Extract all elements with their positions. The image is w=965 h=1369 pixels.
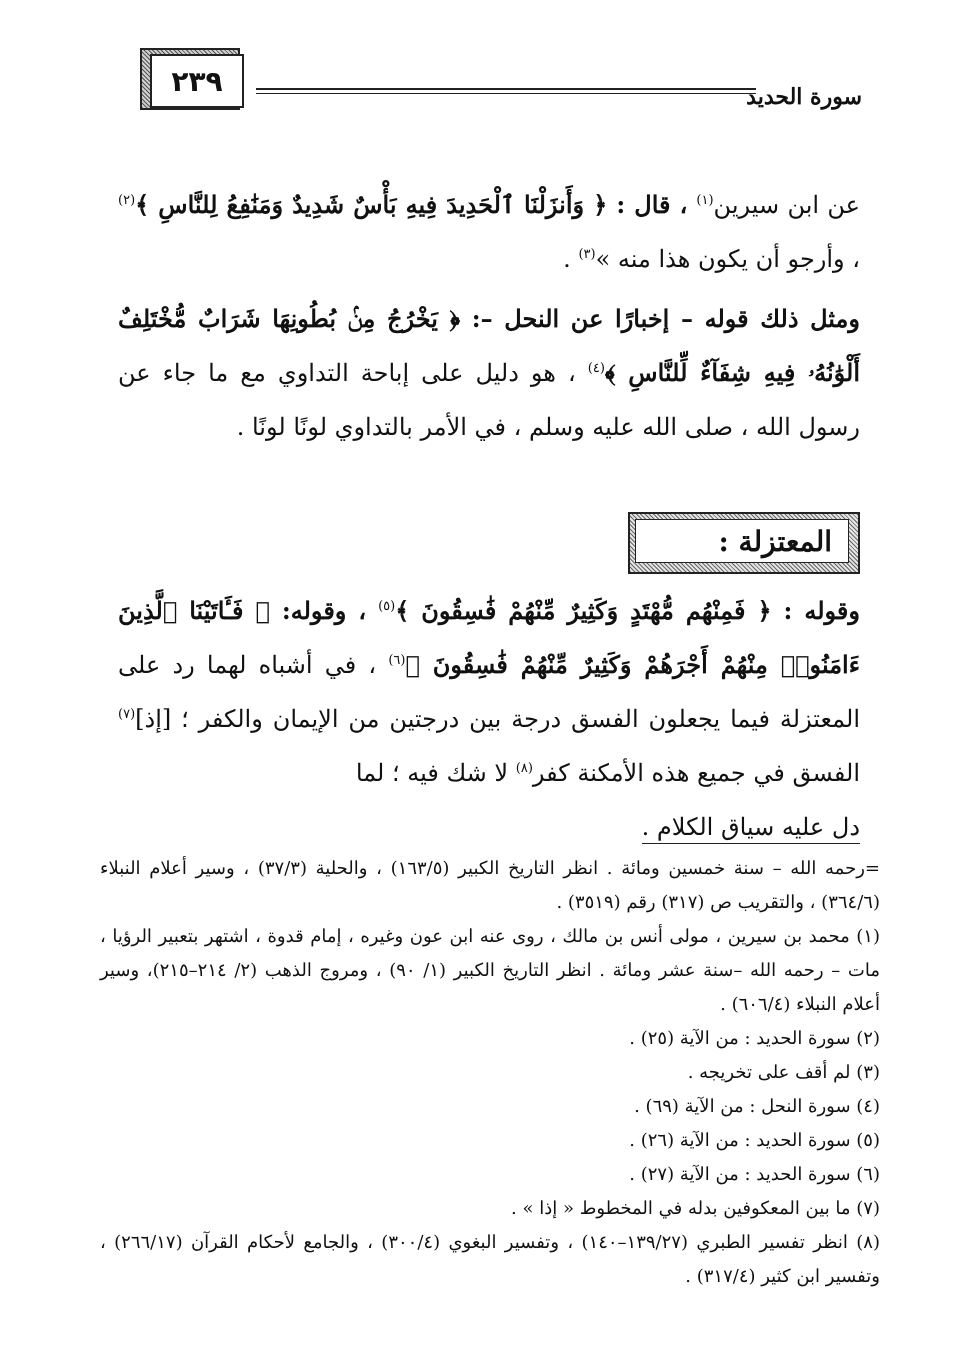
- footnote-ref-1: (١): [696, 193, 714, 208]
- footnote-ref-8: (٨): [515, 761, 533, 776]
- footnote-ref-4: (٤): [587, 361, 605, 376]
- footnote-ref-6: (٦): [388, 653, 406, 668]
- quran-verse-nahl-69: ومثل ذلك قوله – إخبارًا عن النحل –: ﴿ يَخْرُجُ مِنۢ بُطُونِهَا شَرَابٌ مُّخْتَلِفٌ أَلْوَٰنُهُۥ فِيهِ شِفَآءٌ لِّلنَّاسِ ﴾: [118, 304, 860, 387]
- page-number: ٢٣٩: [150, 54, 244, 108]
- footnote-1: (١) محمد بن سيرين ، مولى أنس بن مالك ، روى عنه ابن عون وغيره ، إمام قدوة ، اشتهر بتعبير الرؤيا ، مات – رحمه الله –سنة عشر ومائة . انظر التاريخ الكبير (١/ ٩٠) ، ومروج الذهب (٢/ ٢١٤–٢١٥)، وسير أعلام النبلاء (٦٠٦/٤) .: [100, 926, 881, 1015]
- quran-verse-hadid-26: وقوله : ﴿ فَمِنْهُم مُّهْتَدٍ وَكَثِيرٌ مِّنْهُمْ فَٰسِقُونَ ﴾: [395, 596, 860, 625]
- quran-verse-hadid-27: ، وقوله: ﴿ فَـَٔاتَيْنَا ٱلَّذِينَ ءَامَنُوا۟ مِنْهُمْ أَجْرَهُمْ وَكَثِيرٌ مِّنْهُمْ فَٰسِقُونَ ﴾: [118, 596, 860, 679]
- paragraph-ibn-sirin: [118, 178, 860, 286]
- footnote-ref-2: (٢): [118, 193, 136, 208]
- footnote-2: (٢) سورة الحديد : من الآية (٢٥) .: [629, 1028, 880, 1049]
- text-segment: ، هو دليل على إباحة التداوي مع ما جاء عن رسول الله ، صلى الله عليه وسلم ، في الأمر بالتداوي لونًا لونًا .: [118, 359, 860, 441]
- footnote-ref-3: (٣): [578, 247, 596, 262]
- header-rule-thin: [256, 93, 756, 94]
- footnote-3: (٣) لم أقف على تخريجه .: [687, 1062, 880, 1083]
- paragraph-last-line: دل عليه سياق الكلام .: [642, 813, 860, 844]
- page-number-box: [140, 48, 244, 108]
- footnotes: [100, 852, 880, 1294]
- text-segment: الفسق في جميع هذه الأمكنة كفر: [532, 759, 860, 787]
- quran-verse-hadid-25: ، قال : ﴿ وَأَنزَلْنَا ٱلْحَدِيدَ فِيهِ بَأْسٌ شَدِيدٌ وَمَنَٰفِعُ لِلنَّاسِ ﴾: [135, 190, 697, 219]
- paragraph-mutazila: [118, 584, 860, 854]
- section-heading: المعتزلة :: [635, 519, 849, 563]
- text-segment: عن ابن سيرين: [713, 191, 861, 219]
- text-segment: لا شك فيه ؛ لما: [355, 759, 516, 787]
- surah-title: سورة الحديد: [746, 84, 862, 110]
- footnote-4: (٤) سورة النحل : من الآية (٦٩) .: [634, 1096, 880, 1117]
- text-segment: .: [563, 245, 579, 273]
- footnote-7: (٧) ما بين المعكوفين بدله في المخطوط « إذا » .: [511, 1198, 880, 1219]
- paragraph-bees: [118, 292, 860, 454]
- footnote-6: (٦) سورة الحديد : من الآية (٢٧) .: [629, 1164, 880, 1185]
- text-segment: ، في أشباه لهما رد على المعتزلة فيما يجعلون الفسق درجة بين درجتين من الإيمان والكفر ؛ [إذ]: [118, 651, 860, 733]
- section-heading-box: [628, 512, 860, 574]
- footnote-continued: =رحمه الله – سنة خمسين ومائة . انظر التاريخ الكبير (١٦٣/٥) ، والحلية (٣٧/٣) ، وسير أعلام النبلاء (٣٦٤/٦) ، والتقريب ص (٣١٧) رقم (٣٥١٩) .: [100, 858, 880, 913]
- footnote-ref-7: (٧): [118, 707, 136, 722]
- text-segment: ، وأرجو أن يكون هذا منه »: [595, 245, 860, 273]
- footnote-ref-5: (٥): [378, 599, 396, 614]
- footnote-8: (٨) انظر تفسير الطبري (١٣٩/٢٧–١٤٠) ، وتفسير البغوي (٣٠٠/٤) ، والجامع لأحكام القرآن (٢٦٦/١٧) ، وتفسير ابن كثير (٣١٧/٤) .: [100, 1232, 880, 1287]
- header-rule: [256, 88, 756, 90]
- footnote-5: (٥) سورة الحديد : من الآية (٢٦) .: [629, 1130, 880, 1151]
